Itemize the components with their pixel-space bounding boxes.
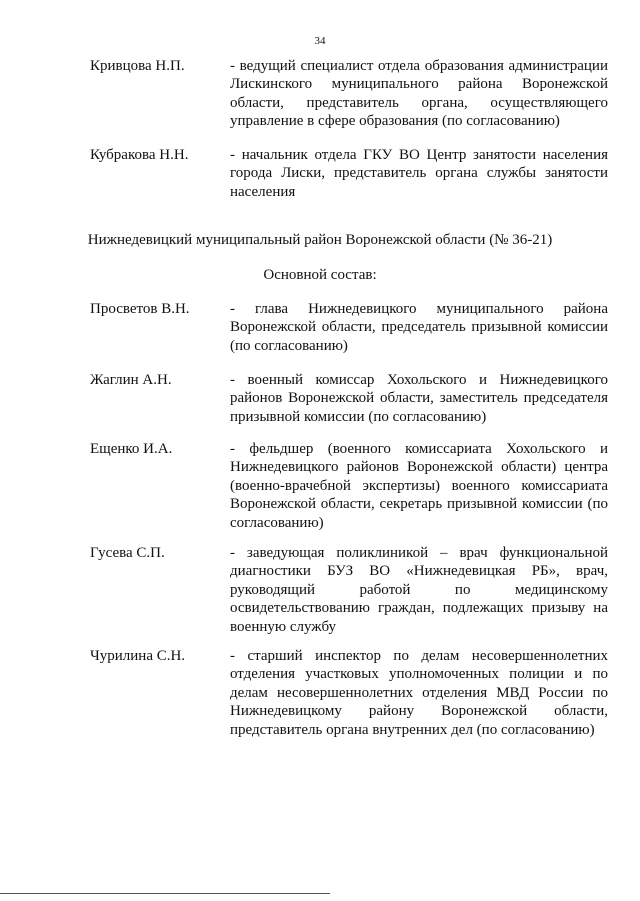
member-description: - начальник отдела ГКУ ВО Центр занятости населения города Лиски, представитель органа службы занятости населения xyxy=(230,147,608,200)
member-name: Просветов В.Н. xyxy=(90,301,190,317)
member-description: - военный комиссар Хохольского и Нижнедевицкого районов Воронежской области, заместитель председателя призывной комиссии (по согласованию) xyxy=(230,372,608,425)
member-name: Гусева С.П. xyxy=(90,545,165,561)
member-description: - заведующая поликлиникой – врач функциональной диагностики БУЗ ВО «Нижнедевицкая РБ», врач, руководящий работой по медицинскому освидетельствованию граждан, подлежащих призыву на военную службу xyxy=(230,545,608,635)
member-description: - старший инспектор по делам несовершеннолетних отделения участковых уполномоченных полиции и по делам несовершеннолетних отделения МВД России по Нижнедевицкому району Воронежской области, представитель органа внутренних дел (по согласованию) xyxy=(230,648,608,738)
section-subtitle: Основной состав: xyxy=(263,267,377,283)
member-description: - фельдшер (военного комиссариата Хохольского и Нижнедевицкого районов Воронежской области) центра (военно-врачебной экспертизы) военного комиссариата Воронежской области, секретарь призывной комиссии (по согласованию) xyxy=(230,441,608,531)
member-name: Чурилина С.Н. xyxy=(90,648,186,664)
member-name: Кубракова Н.Н. xyxy=(90,147,189,163)
member-name: Кривцова Н.П. xyxy=(90,58,185,74)
member-description: - ведущий специалист отдела образования администрации Лискинского муниципального района Воронежской области, представитель органа, осуществляющего управление в сфере образования (по согласованию) xyxy=(230,58,608,130)
member-name: Ещенко И.А. xyxy=(90,441,173,457)
member-name: Жаглин А.Н. xyxy=(90,372,172,388)
section-title: Нижнедевицкий муниципальный район Воронежской области (№ 36-21) xyxy=(87,232,553,248)
footer-divider xyxy=(0,893,330,894)
page-number: 34 xyxy=(314,35,326,47)
member-description: - глава Нижнедевицкого муниципального района Воронежской области, председатель призывной комиссии (по согласованию) xyxy=(230,301,608,354)
